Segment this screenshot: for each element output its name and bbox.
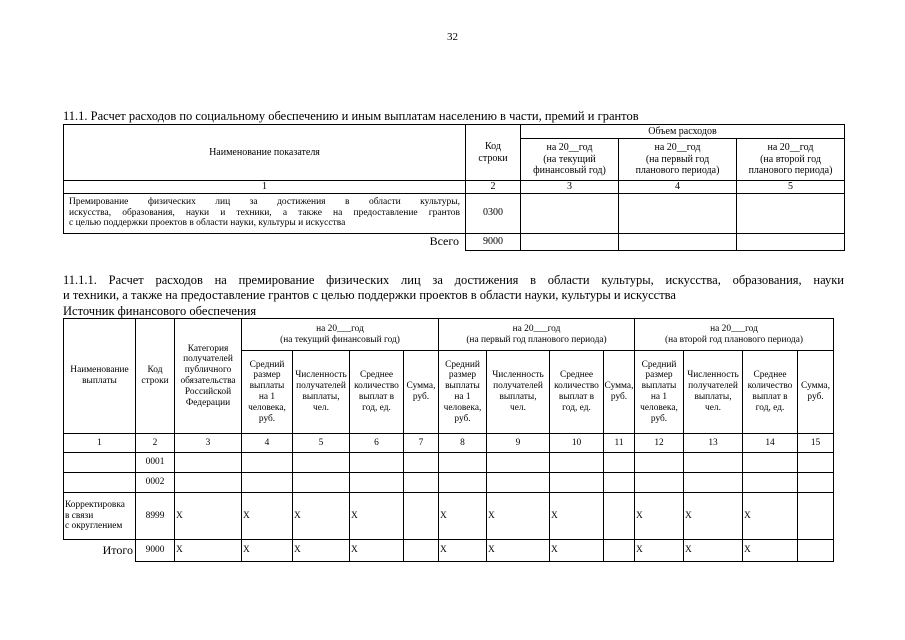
header-avg-payment-count: Среднее количество выплат в год, ед. [350,351,404,434]
col-number: 2 [466,181,521,194]
value-cell[interactable] [175,453,242,473]
total-code: 9000 [466,233,521,250]
row-payment-name[interactable] [64,453,136,473]
value-cell[interactable] [743,453,798,473]
value-cell[interactable] [487,453,550,473]
col-number: 14 [743,434,798,453]
expenses-table [63,124,845,251]
x-mark: X [487,493,550,540]
value-cell[interactable] [404,453,439,473]
total-row [64,233,845,250]
x-mark: X [350,540,404,562]
value-cell[interactable] [737,233,845,250]
header-avg-payment-size: Средний размер выплаты на 1 человека, руб. [635,351,684,434]
col-number: 5 [737,181,845,194]
x-mark: X [550,493,604,540]
value-cell[interactable] [798,453,834,473]
value-cell[interactable] [404,540,439,562]
row-code: 9000 [136,540,175,562]
row-code: 8999 [136,493,175,540]
value-cell[interactable] [550,453,604,473]
table-row [64,473,834,493]
correction-row [64,493,834,540]
value-cell[interactable] [404,473,439,493]
col-number: 1 [64,181,466,194]
header-year-second-plan: на 20__год (на второй год планового периода) [737,139,845,181]
col-number: 12 [635,434,684,453]
header-year-first-plan: на 20__год (на первый год планового периода) [619,139,737,181]
x-mark: X [439,540,487,562]
col-number: 3 [175,434,242,453]
header-avg-payment-size: Средний размер выплаты на 1 человека, руб. [439,351,487,434]
value-cell[interactable] [619,233,737,250]
header-recipient-count: Численность получателей выплаты, чел. [487,351,550,434]
value-cell[interactable] [550,473,604,493]
header-recipient-category: Категория получателей публичного обязательства Российской Федерации [175,319,242,434]
value-cell[interactable] [293,453,350,473]
section-2-title-line-1: 11.1.1. Расчет расходов на премирование физических лиц за достижения в области культуры, искусства, образования, науки [63,273,844,287]
value-cell[interactable] [604,473,635,493]
value-cell[interactable] [604,453,635,473]
header-year-current: на 20__год (на текущий финансовый год) [521,139,619,181]
col-number: 10 [550,434,604,453]
header-sum: Сумма, руб. [404,351,439,434]
value-cell[interactable] [604,540,635,562]
header-recipient-count: Численность получателей выплаты, чел. [684,351,743,434]
header-avg-payment-count: Среднее количество выплат в год, ед. [550,351,604,434]
col-number: 15 [798,434,834,453]
header-row-code: Код строки [466,125,521,181]
x-mark: X [684,493,743,540]
header-volume-group: Объем расходов [521,125,845,139]
col-number: 5 [293,434,350,453]
header-avg-payment-size: Средний размер выплаты на 1 человека, руб. [242,351,293,434]
header-period-current: на 20___год (на текущий финансовый год) [242,319,439,351]
x-mark: X [635,540,684,562]
value-cell[interactable] [350,473,404,493]
header-sum: Сумма, руб. [604,351,635,434]
total-label: Всего [429,233,459,248]
value-cell[interactable] [684,473,743,493]
total-label: Итого [64,540,136,562]
value-cell[interactable] [798,540,834,562]
header-period-second-plan: на 20___год (на второй год планового периода) [635,319,834,351]
value-cell[interactable] [521,193,619,233]
col-number: 4 [242,434,293,453]
column-numbers-row [64,181,845,194]
x-mark: X [439,493,487,540]
x-mark: X [242,493,293,540]
header-row-code: Код строки [136,319,175,434]
total-row [64,540,834,562]
x-mark: X [293,540,350,562]
header-indicator-name: Наименование показателя [64,125,466,181]
col-number: 7 [404,434,439,453]
value-cell[interactable] [737,193,845,233]
value-cell[interactable] [350,453,404,473]
x-mark: X [550,540,604,562]
value-cell[interactable] [635,473,684,493]
header-avg-payment-count: Среднее количество выплат в год, ед. [743,351,798,434]
value-cell[interactable] [798,473,834,493]
col-number: 13 [684,434,743,453]
col-number: 1 [64,434,136,453]
row-indicator-name: Премирование физических лиц за достижения в области культуры, искусства, образования, науки и техники, а также на предоставление грантов с целью поддержки проектов в области науки, культуры и искусства [64,193,466,233]
page-number: 32 [447,31,458,43]
row-code: 0300 [466,193,521,233]
value-cell[interactable] [798,493,834,540]
x-mark: X [684,540,743,562]
col-number: 8 [439,434,487,453]
value-cell[interactable] [404,493,439,540]
x-mark: X [350,493,404,540]
value-cell[interactable] [293,473,350,493]
x-mark: X [743,540,798,562]
col-number: 4 [619,181,737,194]
column-numbers-row [64,434,834,453]
header-sum: Сумма, руб. [798,351,834,434]
x-mark: X [175,493,242,540]
value-cell[interactable] [487,473,550,493]
header-recipient-count: Численность получателей выплаты, чел. [293,351,350,434]
x-mark: X [635,493,684,540]
x-mark: X [293,493,350,540]
value-cell[interactable] [684,453,743,473]
header-payment-name: Наименование выплаты [64,319,136,434]
value-cell[interactable] [242,473,293,493]
funding-source-label: Источник финансового обеспечения [63,304,257,318]
col-number: 6 [350,434,404,453]
awards-table [63,318,834,562]
value-cell[interactable] [619,193,737,233]
value-cell[interactable] [635,453,684,473]
value-cell[interactable] [439,453,487,473]
row-code: 0001 [136,453,175,473]
value-cell[interactable] [439,473,487,493]
value-cell[interactable] [242,453,293,473]
col-number: 11 [604,434,635,453]
header-period-first-plan: на 20___год (на первый год планового периода) [439,319,635,351]
value-cell[interactable] [175,473,242,493]
value-cell[interactable] [521,233,619,250]
table-row [64,453,834,473]
table-row [64,193,845,233]
col-number: 2 [136,434,175,453]
value-cell[interactable] [743,473,798,493]
col-number: 9 [487,434,550,453]
x-mark: X [743,493,798,540]
x-mark: X [487,540,550,562]
row-payment-name[interactable] [64,473,136,493]
value-cell[interactable] [604,493,635,540]
x-mark: X [242,540,293,562]
section-2-title-line-2: и техники, а также на предоставление грантов с целью поддержки проектов в области науки, культуры и искусства [63,288,676,302]
col-number: 3 [521,181,619,194]
row-code: 0002 [136,473,175,493]
correction-label: Корректировка в связи с округлением [64,493,136,540]
section-1-title: 11.1. Расчет расходов по социальному обеспечению и иным выплатам населению в части, премий и грантов [63,109,639,123]
x-mark: X [175,540,242,562]
